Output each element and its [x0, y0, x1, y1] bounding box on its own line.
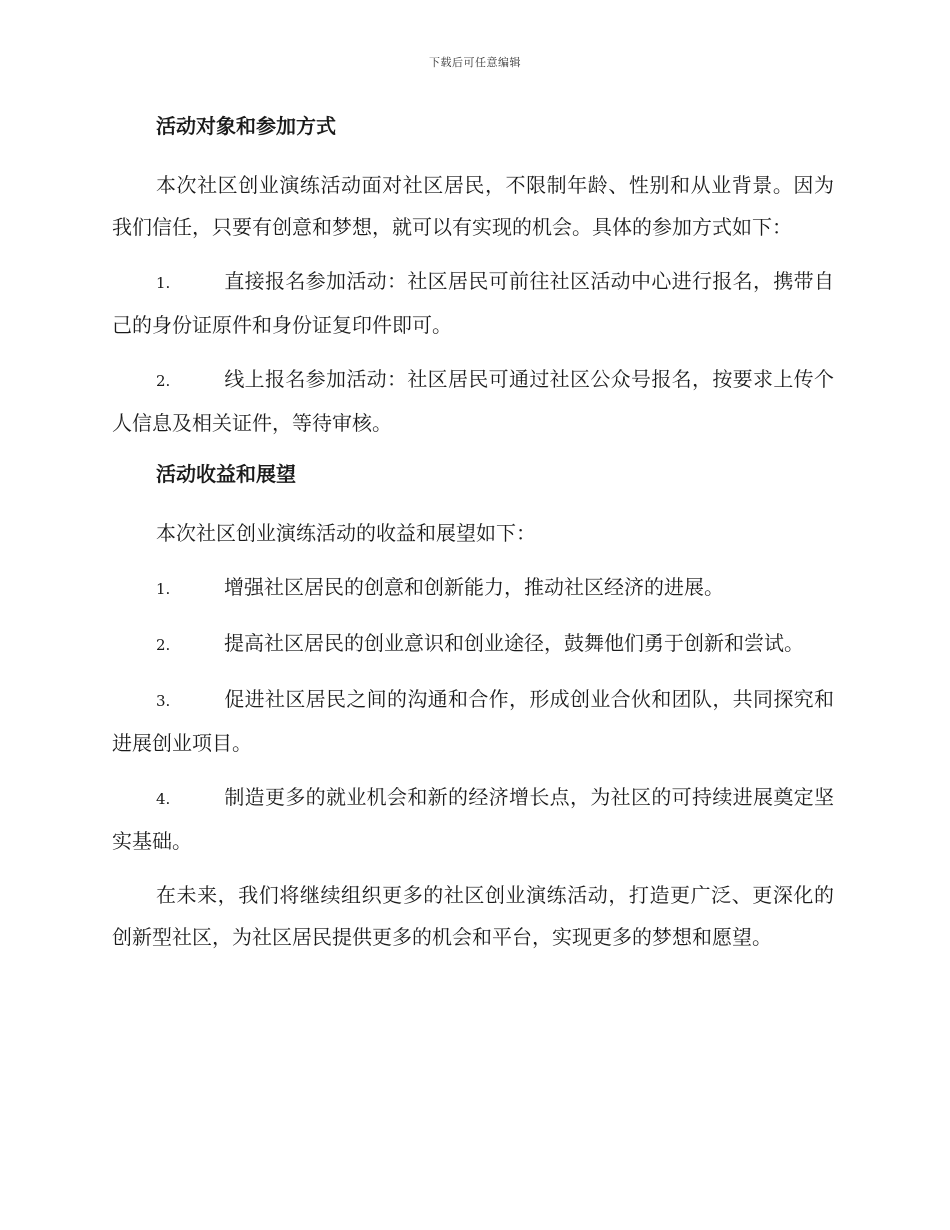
section-intro-benefits: 本次社区创业演练活动的收益和展望如下： [156, 521, 536, 545]
section-heading-benefits: 活动收益和展望 [156, 462, 296, 486]
section-heading-participation: 活动对象和参加方式 [156, 114, 336, 138]
list-item-number: 3. [156, 692, 171, 710]
list-item [112, 776, 834, 862]
list-item [112, 260, 834, 346]
list-item-number: 1. [156, 580, 171, 598]
list-item-number: 1. [156, 274, 171, 292]
section-intro-participation: 本次社区创业演练活动面对社区居民，不限制年龄、性别和从业背景。因为我们信任，只要有创意和梦想，就可以有实现的机会。具体的参加方式如下： [112, 173, 834, 239]
document-body [112, 108, 834, 970]
list-item-text: 增强社区居民的创意和创新能力，推动社区经济的进展。 [224, 575, 724, 599]
list-item [112, 622, 834, 666]
list-item-text: 制造更多的就业机会和新的经济增长点，为社区的可持续进展奠定坚实基础。 [112, 785, 834, 853]
list-item-text: 直接报名参加活动：社区居民可前往社区活动中心进行报名，携带自己的身份证原件和身份证复印件即可。 [112, 269, 834, 337]
list-item-number: 2. [156, 372, 171, 390]
list-item-text: 线上报名参加活动：社区居民可通过社区公众号报名，按要求上传个人信息及相关证件，等待审核。 [112, 367, 834, 435]
closing-paragraph: 在未来，我们将继续组织更多的社区创业演练活动，打造更广泛、更深化的创新型社区，为社区居民提供更多的机会和平台，实现更多的梦想和愿望。 [112, 883, 834, 949]
list-item-number: 4. [156, 790, 171, 808]
header-note: 下载后可任意编辑 [429, 56, 521, 69]
list-item-text: 促进社区居民之间的沟通和合作，形成创业合伙和团队，共同探究和进展创业项目。 [112, 687, 834, 755]
list-item-number: 2. [156, 636, 171, 654]
list-item [112, 566, 834, 610]
list-item [112, 358, 834, 444]
list-item-text: 提高社区居民的创业意识和创业途径，鼓舞他们勇于创新和尝试。 [224, 631, 804, 655]
list-item [112, 678, 834, 764]
